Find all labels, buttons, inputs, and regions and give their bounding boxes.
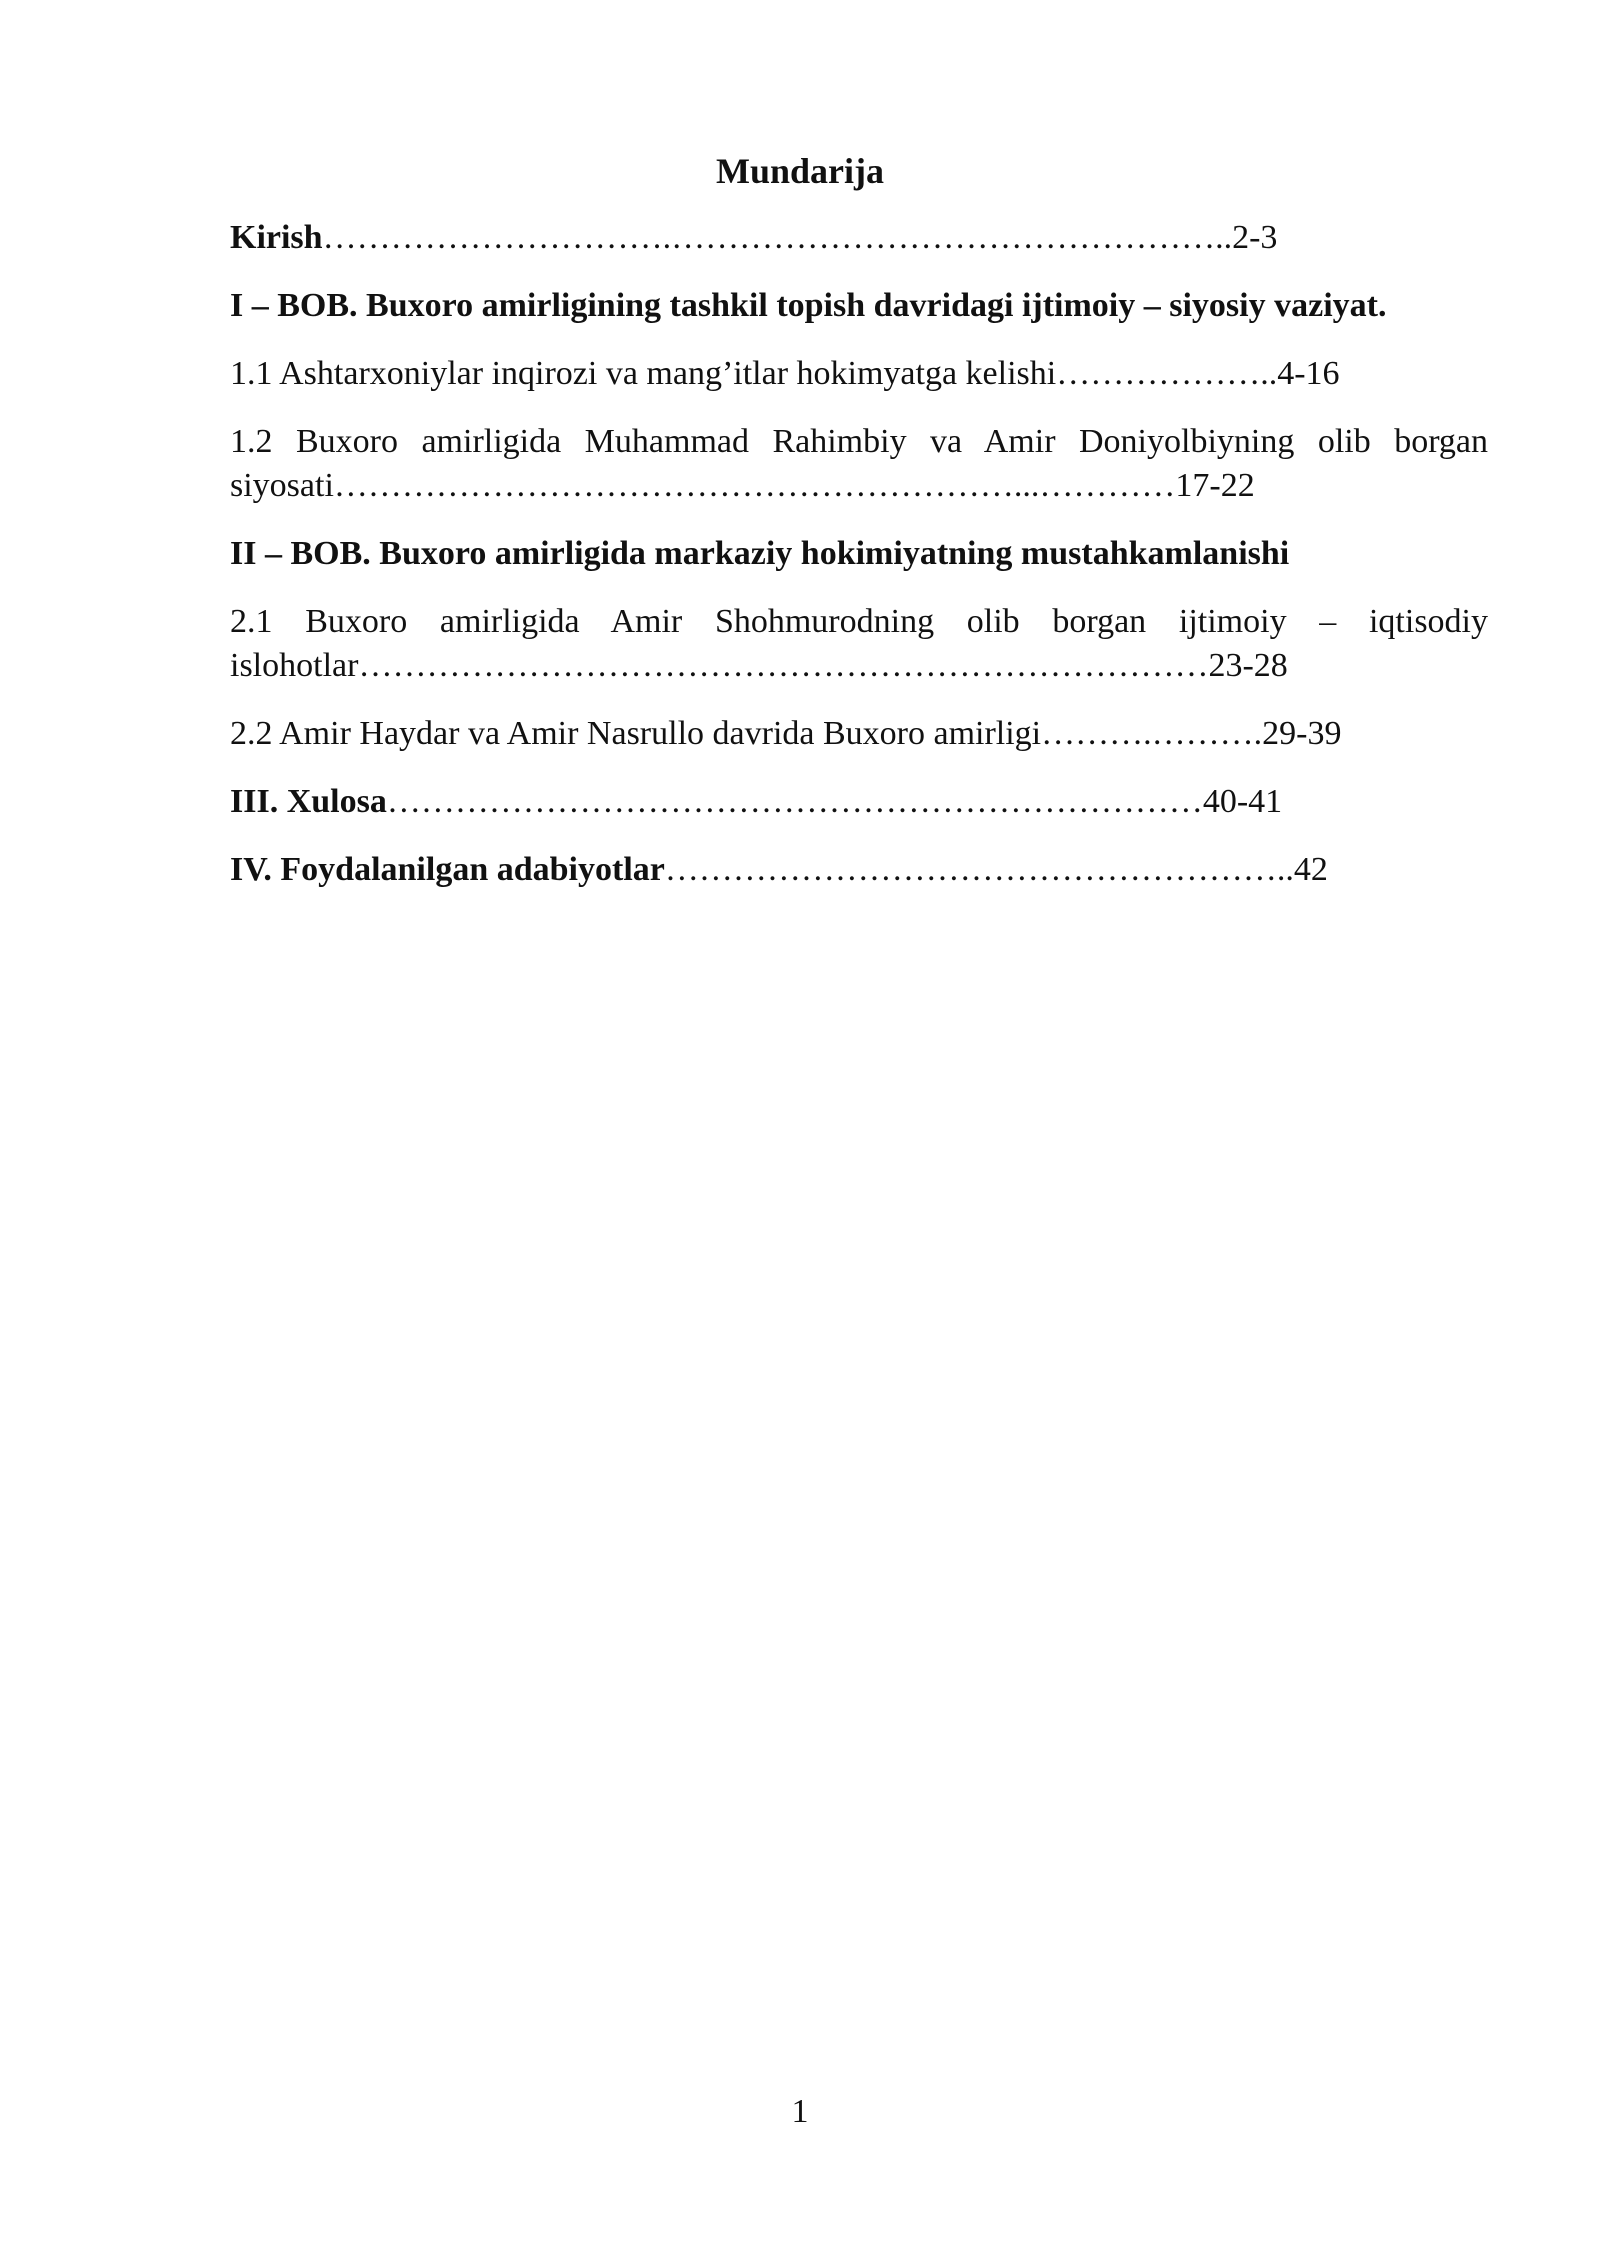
toc-page-range: 42 — [1293, 851, 1328, 888]
toc-dot-leader: ………………………….………………………………………….. — [322, 219, 1233, 256]
toc-entry-2-1 — [230, 600, 1488, 688]
toc-chapter-2: II – BOB. Buxoro amirligida markaziy hokimiyatning mustahkamlanishi — [230, 535, 1290, 572]
toc-entry-1-1 — [230, 352, 1488, 396]
toc-dot-leader: ……………….. — [1056, 355, 1278, 392]
toc-page-range: 40-41 — [1202, 783, 1283, 820]
toc-dot-leader: ……………………………………………………………… — [386, 783, 1203, 820]
toc-page-range: 4-16 — [1277, 355, 1340, 392]
toc-entry-label-line1: 1.2 Buxoro amirligida Muhammad Rahimbiy va Amir Doniyolbiyning olib borgan — [230, 423, 1488, 460]
toc-chapter-1: I – BOB. Buxoro amirligining tashkil topish davridagi ijtimoiy – siyosiy vaziyat. — [230, 287, 1387, 324]
toc-page-range: 17-22 — [1175, 467, 1255, 504]
toc-dot-leader: ……………………………………………………...………… — [333, 467, 1176, 504]
toc-page-range: 23-28 — [1208, 647, 1288, 684]
toc-entry-label: islohotlar — [230, 647, 359, 684]
toc-entry-label-line1: 2.1 Buxoro amirligida Amir Shohmurodning olib borgan ijtimoiy – iqtisodiy — [230, 603, 1488, 640]
toc-dot-leader: ……………………………………………….. — [664, 851, 1294, 888]
table-of-contents — [230, 216, 1488, 892]
toc-entry-label: siyosati — [230, 467, 334, 504]
toc-entry-1-2 — [230, 420, 1488, 508]
toc-entry-label-line2 — [230, 644, 1488, 688]
toc-entry-kirish — [230, 216, 1488, 260]
toc-page-range: 29-39 — [1262, 715, 1342, 752]
toc-entry-adabiyotlar — [230, 848, 1488, 892]
toc-entry-label-line2 — [230, 464, 1488, 508]
toc-dot-leader: ……….………. — [1041, 715, 1263, 752]
toc-entry-label: 1.1 Ashtarxoniylar inqirozi va mang’itlar hokimyatga kelishi — [230, 355, 1057, 392]
toc-entry-xulosa — [230, 780, 1488, 824]
toc-dot-leader: ………………………………………………………………… — [358, 647, 1209, 684]
toc-entry-label: III. Xulosa — [230, 783, 387, 820]
toc-page-range: 2-3 — [1232, 219, 1278, 256]
toc-entry-label: Kirish — [230, 219, 323, 256]
toc-entry-2-2 — [230, 712, 1488, 756]
toc-entry-label: IV. Foydalanilgan adabiyotlar — [230, 851, 665, 888]
toc-title: Mundarija — [715, 151, 884, 191]
toc-entry-label: 2.2 Amir Haydar va Amir Nasrullo davrida Buxoro amirligi — [230, 715, 1042, 752]
page-number: 1 — [791, 2093, 809, 2130]
